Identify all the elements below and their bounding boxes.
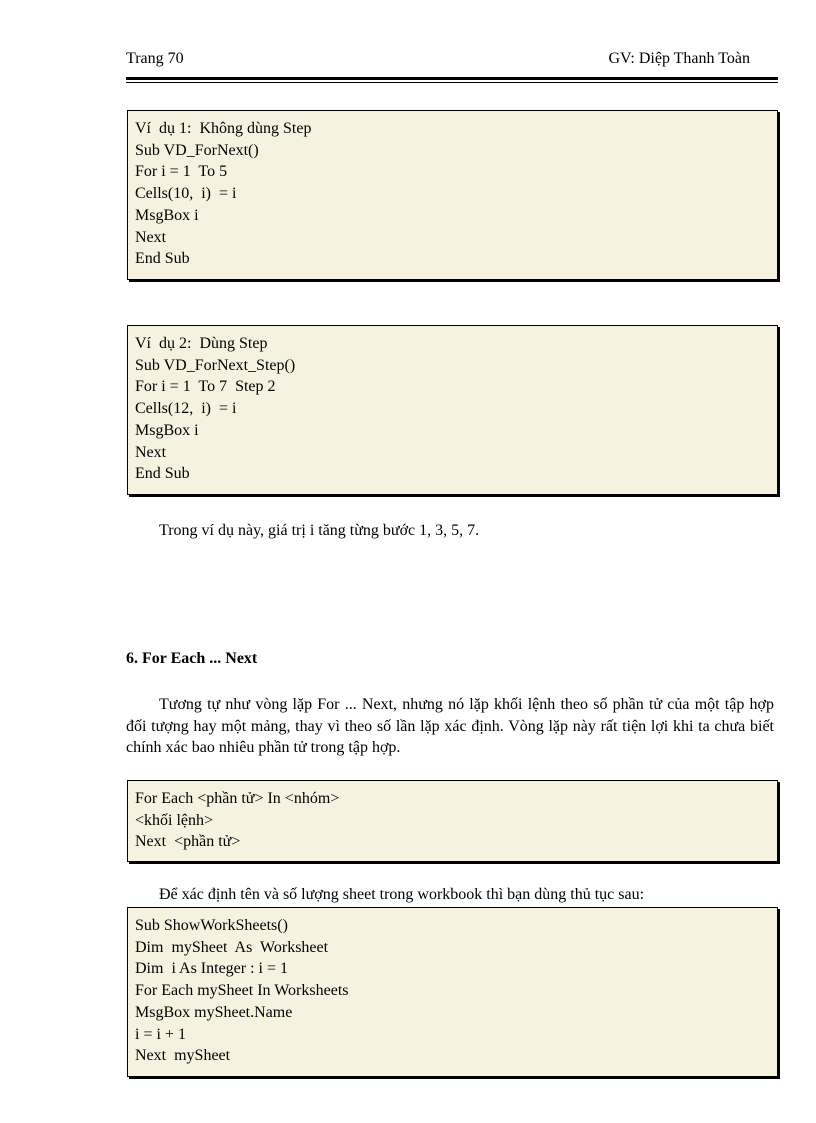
code-line: Ví dụ 2: Dùng Step: [135, 335, 268, 352]
header-rule-thick: [126, 77, 778, 80]
code-line: Next: [135, 228, 167, 246]
code-line: MsgBox i: [135, 421, 199, 439]
code-line: Sub ShowWorkSheets(): [135, 917, 288, 934]
code-line: For i = 1 To 5: [135, 163, 228, 181]
code-line: MsgBox mySheet.Name: [135, 1003, 293, 1021]
code-box-showworksheets: [127, 907, 778, 1077]
code-box-example1: [127, 110, 778, 280]
header-rule-thin: [126, 82, 778, 83]
page-number: Trang 70: [126, 50, 184, 67]
section-heading: 6. For Each ... Next: [126, 650, 258, 667]
code-line: Ví dụ 1: Không dùng Step: [135, 120, 312, 137]
code-line: MsgBox i: [135, 206, 199, 224]
code-lead-in: Để xác định tên và số lượng sheet trong workbook thì bạn dùng thủ tục sau:: [159, 886, 645, 903]
code-line: Next mySheet: [135, 1047, 231, 1065]
example2-note: Trong ví dụ này, giá trị i tăng từng bước 1, 3, 5, 7.: [159, 522, 480, 539]
section-intro-paragraph: Tương tự như vòng lặp For ... Next, nhưng nó lặp khối lệnh theo số phần tử của một tập hợp đối tượng hay một mảng, thay vì theo số lần lặp xác định. Vòng lặp này rất tiện lợi khi ta chưa biết chính xác bao nhiêu phần tử trong tập hợp.: [126, 696, 774, 756]
code-line: i = i + 1: [135, 1025, 186, 1043]
code-line: For i = 1 To 7 Step 2: [135, 378, 276, 396]
author-label: GV: Diệp Thanh Toàn: [608, 50, 750, 67]
code-box-syntax: [127, 780, 778, 862]
code-line: Dim i As Integer : i = 1: [135, 960, 289, 978]
code-line: End Sub: [135, 465, 190, 483]
code-line: Next <phần tử>: [135, 833, 241, 851]
code-line: End Sub: [135, 250, 190, 268]
code-line: <khối lệnh>: [135, 811, 214, 829]
code-line: For Each mySheet In Worksheets: [135, 982, 349, 1000]
code-line: For Each <phần tử> In <nhóm>: [135, 790, 340, 807]
code-line: Dim mySheet As Worksheet: [135, 938, 329, 956]
page-header: [126, 50, 778, 72]
code-line: Cells(10, i) = i: [135, 185, 237, 203]
code-line: Sub VD_ForNext(): [135, 141, 259, 159]
code-box-example2: [127, 325, 778, 495]
code-line: Sub VD_ForNext_Step(): [135, 356, 296, 374]
code-line: Cells(12, i) = i: [135, 400, 237, 418]
code-line: Next: [135, 443, 167, 461]
